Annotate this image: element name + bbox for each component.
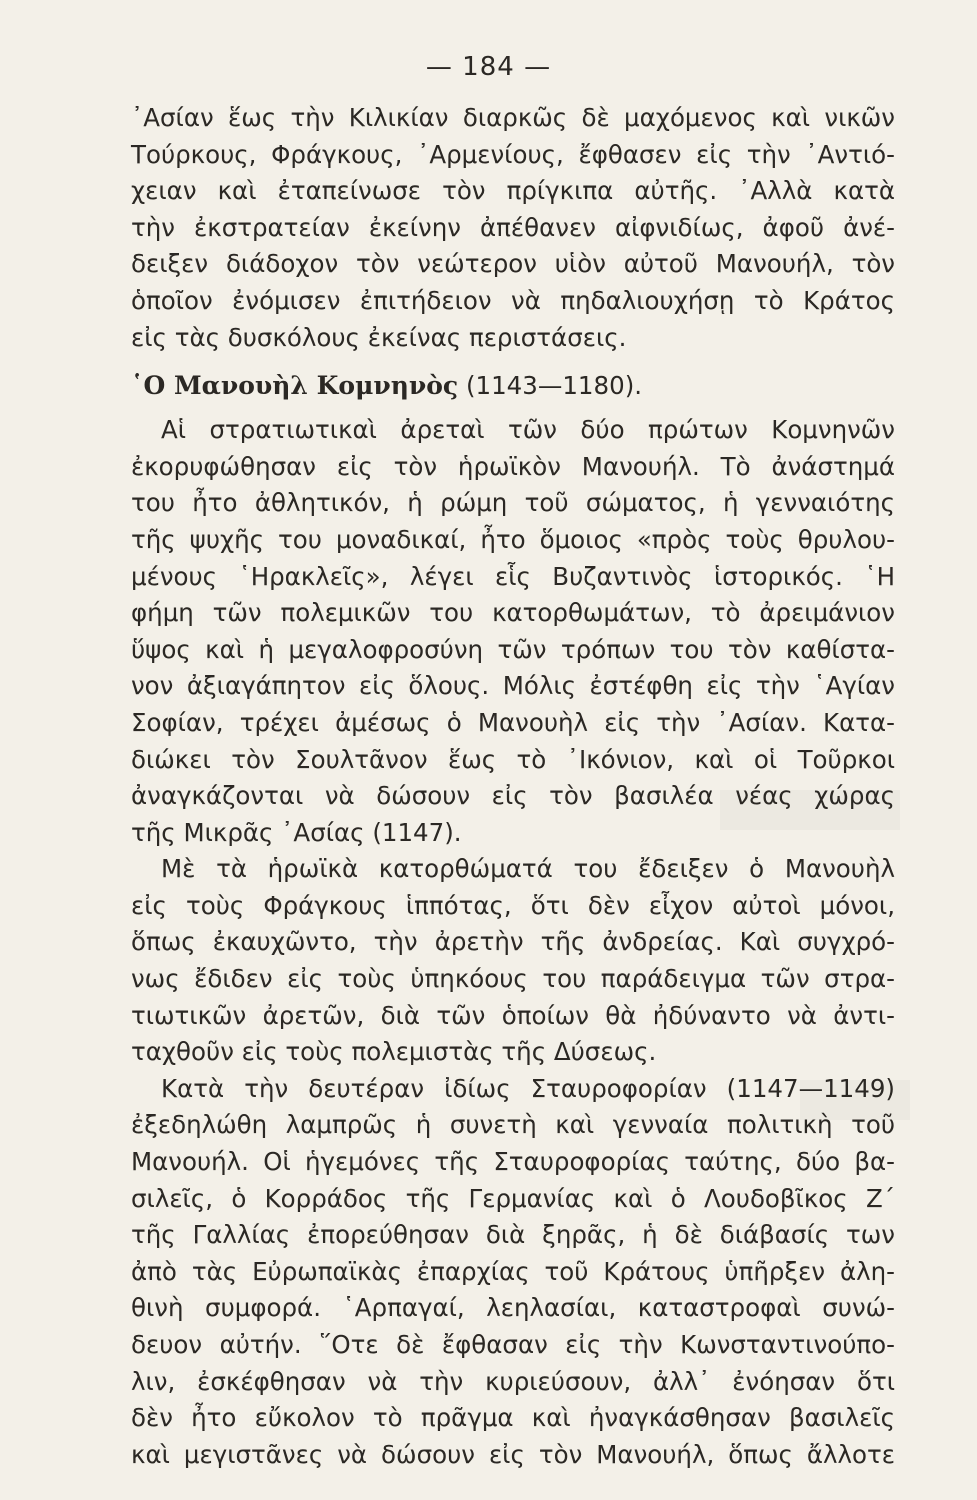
text-line: Μανουήλ. Οἱ ἡγεμόνες τῆς Σταυροφορίας ταύτης, δύο βα-	[131, 1147, 895, 1177]
text-line: ἀναγκάζονται νὰ δώσουν εἰς τὸν βασιλέα νέας χώρας	[131, 781, 895, 811]
text-line: δὲν ἦτο εὔκολον τὸ πρᾶγμα καὶ ἠναγκάσθησαν βασιλεῖς	[131, 1403, 895, 1433]
text-line: καὶ μεγιστᾶνες νὰ δώσουν εἰς τὸν Μανουήλ, ὅπως ἄλλοτε	[131, 1439, 895, 1469]
text-line: χειαν καὶ ἐταπείνωσε τὸν πρίγκιπα αὐτῆς. ᾽Αλλὰ κατὰ	[131, 176, 895, 206]
text-line: διώκει τὸν Σουλτᾶνον ἕως τὸ ᾽Ικόνιον, καὶ οἱ Τοῦρκοι	[131, 744, 895, 774]
section-heading-dates: (1143—1180).	[465, 371, 643, 401]
section-heading-title: ῾Ο Μανουὴλ Κομνηνὸς	[131, 371, 459, 401]
text-line: του ἦτο ἀθλητικόν, ἡ ρώμη τοῦ σώματος, ἡ γενναιότης	[131, 488, 895, 518]
text-line: τῆς Μικρᾶς ᾽Ασίας (1147).	[131, 817, 462, 847]
text-line: ὕψος καὶ ἡ μεγαλοφροσύνη τῶν τρόπων του τὸν καθίστα-	[131, 634, 895, 664]
text-line: θινὴ συμφορά. ῾Αρπαγαί, λεηλασίαι, καταστροφαὶ συνώ-	[131, 1293, 895, 1323]
section-heading	[131, 362, 895, 410]
text-line: τῆς ψυχῆς του μοναδικαί, ἦτο ὅμοιος «πρὸς τοὺς θρυλου-	[131, 524, 895, 554]
text-line: εἰς τὰς δυσκόλους ἐκείνας περιστάσεις.	[131, 322, 627, 352]
text-line: λιν, ἐσκέφθησαν νὰ τὴν κυριεύσουν, ἀλλ᾽ ἐνόησαν ὅτι	[131, 1366, 895, 1396]
text-line: ᾽Ασίαν ἕως τὴν Κιλικίαν διαρκῶς δὲ μαχόμενος καὶ νικῶν	[131, 103, 895, 132]
page-number: — 184 —	[425, 52, 552, 82]
text-line: τῆς Γαλλίας ἐπορεύθησαν διὰ ξηρᾶς, ἡ δὲ διάβασίς των	[131, 1220, 895, 1250]
text-line: σιλεῖς, ὁ Κορράδος τῆς Γερμανίας καὶ ὁ Λουδοβῖκος Ζ΄	[131, 1183, 895, 1213]
text-line: Κατὰ τὴν δευτέραν ἰδίως Σταυροφορίαν (1147—1149)	[161, 1073, 895, 1103]
text-line: Μὲ τὰ ἡρωϊκὰ κατορθώματά του ἔδειξεν ὁ Μανουὴλ	[161, 854, 895, 884]
paragraph-4	[131, 1071, 895, 1474]
body-text	[131, 100, 895, 1473]
text-line: νον ἀξιαγάπητον εἰς ὅλους. Μόλις ἐστέφθη εἰς τὴν ῾Αγίαν	[131, 671, 895, 701]
text-line: τιωτικῶν ἀρετῶν, διὰ τῶν ὁποίων θὰ ἠδύναντο νὰ ἀντι-	[131, 1000, 895, 1030]
text-line: Τούρκους, Φράγκους, ᾽Αρμενίους, ἔφθασεν εἰς τὴν ᾽Αντιό-	[131, 139, 895, 169]
text-line: δειξεν διάδοχον τὸν νεώτερον υἱὸν αὐτοῦ Μανουήλ, τὸν	[131, 249, 895, 279]
paragraph-3	[131, 851, 895, 1071]
text-line: Σοφίαν, τρέχει ἀμέσως ὁ Μανουὴλ εἰς τὴν ᾽Ασίαν. Κατα-	[131, 707, 895, 737]
text-line: ὁποῖον ἐνόμισεν ἐπιτήδειον νὰ πηδαλιουχήσῃ τὸ Κράτος	[131, 285, 895, 315]
text-line: εἰς τοὺς Φράγκους ἱππότας, ὅτι δὲν εἶχον αὐτοὶ μόνοι,	[131, 890, 895, 920]
text-line: ἀπὸ τὰς Εὐρωπαϊκὰς ἐπαρχίας τοῦ Κράτους ὑπῆρξεν ἀλη-	[131, 1256, 895, 1286]
text-line: τὴν ἐκστρατείαν ἐκείνην ἀπέθανεν αἰφνιδίως, ἀφοῦ ἀνέ-	[131, 212, 895, 242]
paragraph-1	[131, 100, 895, 356]
text-line: Αἱ στρατιωτικαὶ ἀρεταὶ τῶν δύο πρώτων Κομνηνῶν	[161, 415, 895, 445]
text-line: δευον αὐτήν. ῞Οτε δὲ ἔφθασαν εἰς τὴν Κωνσταντινούπο-	[131, 1330, 895, 1359]
text-line: ἐξεδηλώθη λαμπρῶς ἡ συνετὴ καὶ γενναία πολιτικὴ τοῦ	[131, 1110, 895, 1140]
text-line: ὅπως ἐκαυχῶντο, τὴν ἀρετὴν τῆς ἀνδρείας. Καὶ συγχρό-	[131, 927, 895, 957]
text-line: μένους ῾Ηρακλεῖς», λέγει εἷς Βυζαντινὸς ἱστορικός. ῾Η	[131, 561, 895, 591]
paragraph-2	[131, 412, 895, 851]
text-line: νως ἔδιδεν εἰς τοὺς ὑπηκόους του παράδειγμα τῶν στρα-	[131, 964, 895, 994]
text-line: φήμη τῶν πολεμικῶν του κατορθωμάτων, τὸ ἀρειμάνιον	[131, 598, 895, 628]
text-line: ταχθοῦν εἰς τοὺς πολεμιστὰς τῆς Δύσεως.	[131, 1037, 657, 1067]
text-line: ἐκορυφώθησαν εἰς τὸν ἡρωϊκὸν Μανουήλ. Τὸ ἀνάστημά	[131, 451, 895, 481]
